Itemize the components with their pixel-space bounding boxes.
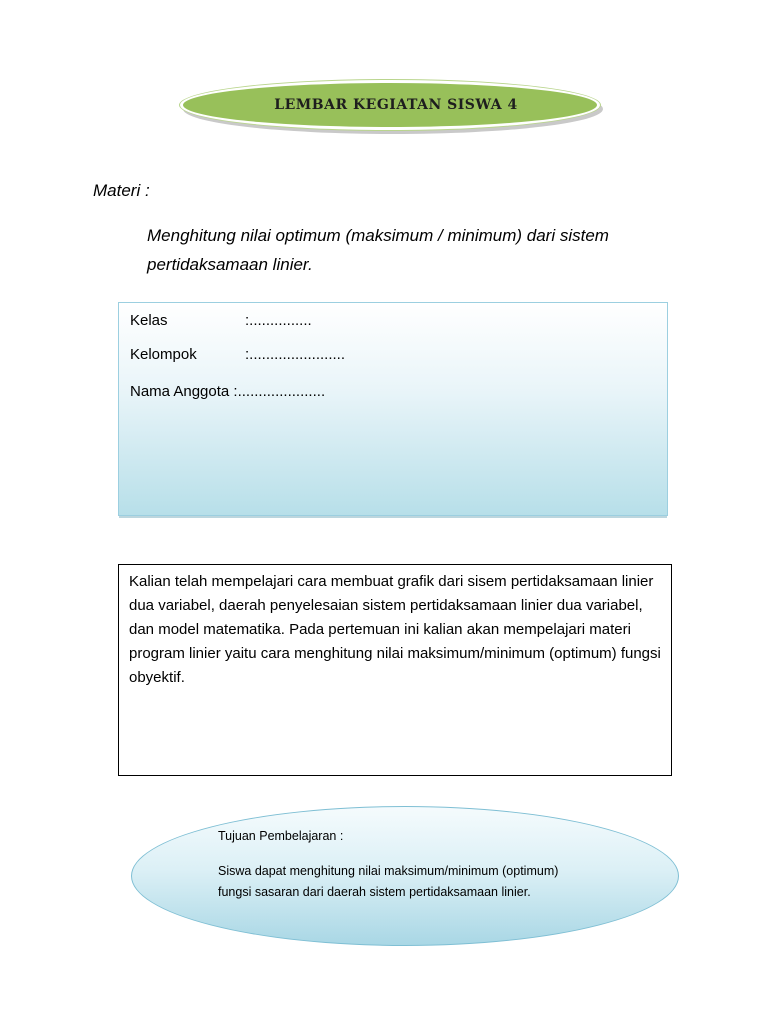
title-banner <box>180 80 600 132</box>
identity-box <box>118 302 668 516</box>
title-ellipse <box>180 80 600 130</box>
kelompok-field[interactable]: :....................... <box>245 346 346 363</box>
intro-text: Kalian telah mempelajari cara membuat grafik dari sisem pertidaksamaan linier dua variabel, daerah penyelesaian sistem pertidaksamaan linier dua variabel, dan model matematika. Pada pertemuan ini kalian akan mempelajari materi program linier yaitu cara menghitung nilai maksimum/minimum (optimum) fungsi obyektif. <box>129 573 661 686</box>
kelas-row <box>130 312 312 329</box>
kelompok-row <box>130 346 346 363</box>
page-title: LEMBAR KEGIATAN SISWA 4 <box>274 97 518 113</box>
nama-anggota-label: Nama Anggota <box>130 383 230 400</box>
materi-text: Menghitung nilai optimum (maksimum / minimum) dari sistem pertidaksamaan linier. <box>147 226 609 274</box>
kelas-field[interactable]: :............... <box>245 312 312 329</box>
nama-anggota-row <box>130 383 325 400</box>
nama-anggota-field[interactable]: :..................... <box>233 383 326 400</box>
materi-label: Materi : <box>93 181 150 200</box>
intro-box <box>118 564 672 776</box>
goal-title: Tujuan Pembelajaran : <box>218 829 344 843</box>
kelompok-label: Kelompok <box>130 346 197 363</box>
goal-text: Siswa dapat menghitung nilai maksimum/minimum (optimum) fungsi sasaran dari daerah sistem pertidaksamaan linier. <box>218 864 559 899</box>
kelas-label: Kelas <box>130 312 168 329</box>
